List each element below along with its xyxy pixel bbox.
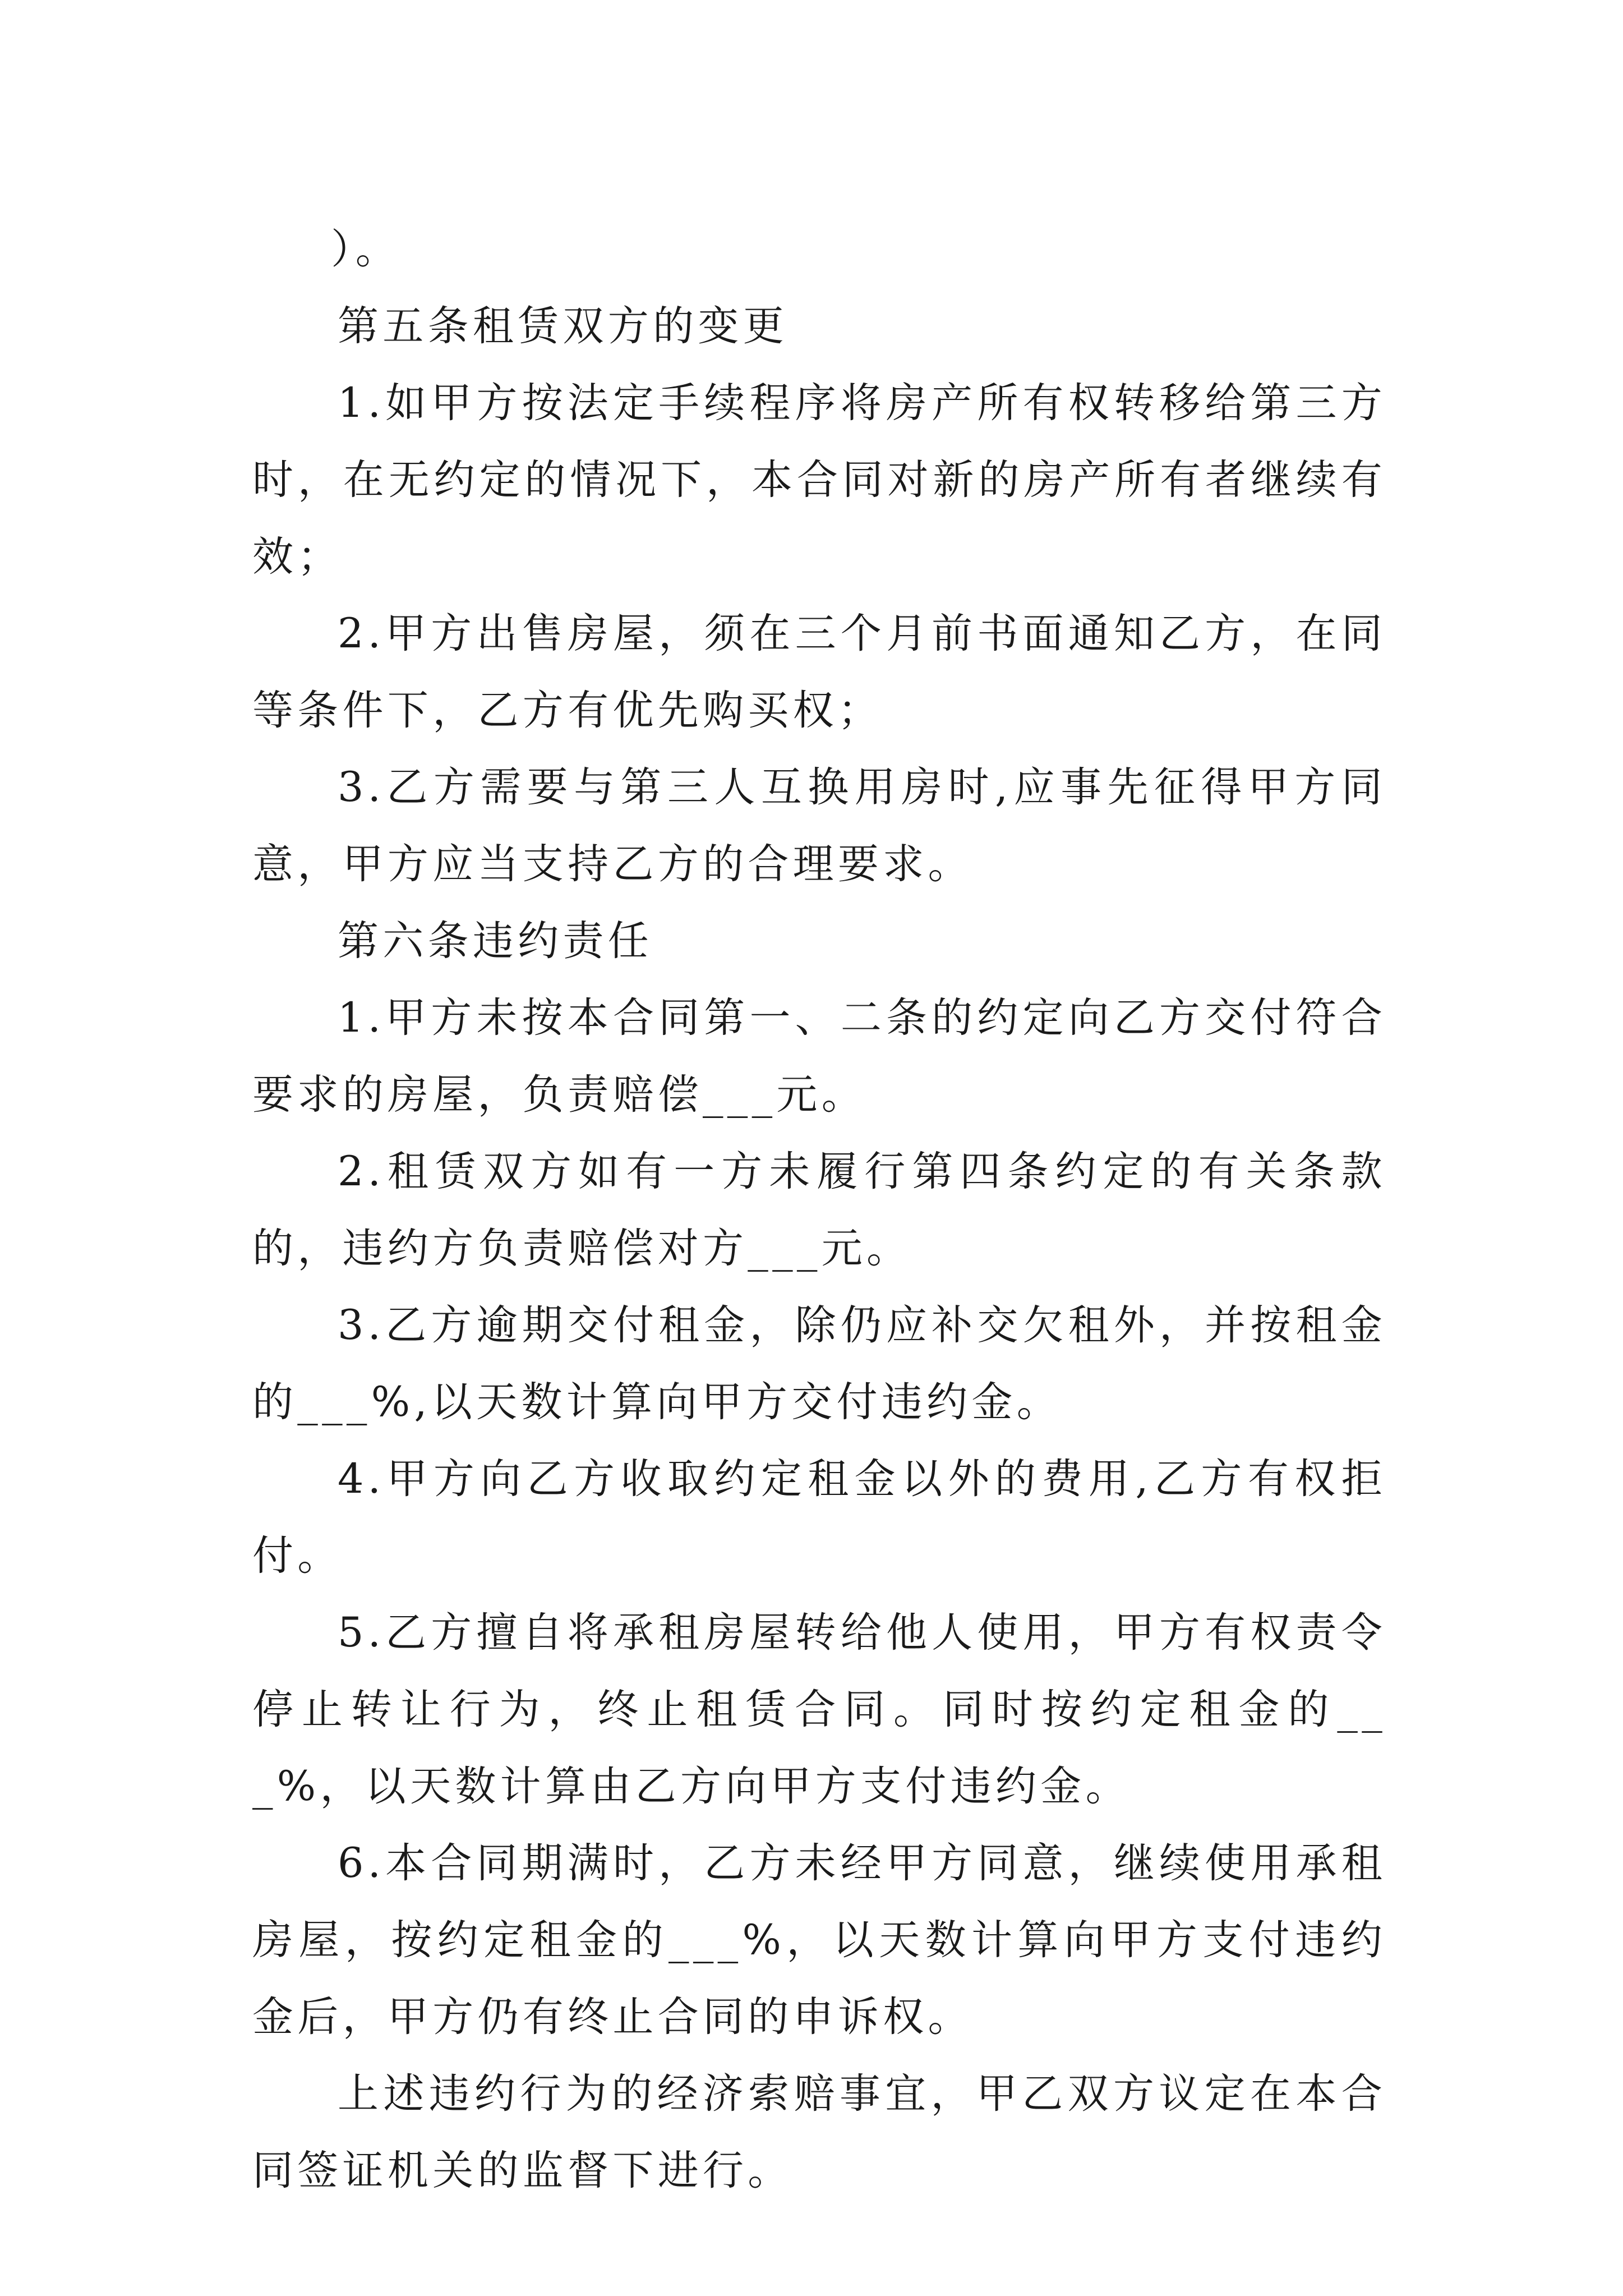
article-5-clause-3: 3.乙方需要与第三人互换用房时,应事先征得甲方同意，甲方应当支持乙方的合理要求。: [252, 763, 1386, 888]
article-6-clause-3: 3.乙方逾期交付租金，除仍应补交欠租外，并按租金的___%,以天数计算向甲方交付违约金。: [252, 1301, 1386, 1426]
article-6-clause-1: 1.甲方未按本合同第一、二条的约定向乙方交付符合要求的房屋，负责赔偿___元。: [252, 994, 1386, 1119]
article-5-heading: 第五条租赁双方的变更: [338, 302, 788, 350]
article-6-summary: 上述违约行为的经济索赔事宜，甲乙双方议定在本合同签证机关的监督下进行。: [252, 2070, 1386, 2194]
article-5-clause-2: 2.甲方出售房屋，须在三个月前书面通知乙方，在同等条件下，乙方有优先购买权；: [252, 610, 1386, 734]
article-6-clause-2: 2.租赁双方如有一方未履行第四条约定的有关条款的，违约方负责赔偿对方___元。: [252, 1148, 1386, 1272]
paragraph-closing-bracket: ）。: [331, 226, 401, 273]
document-body: [252, 211, 1386, 2209]
article-6-clause-4: 4.甲方向乙方收取约定租金以外的费用,乙方有权拒付。: [252, 1455, 1386, 1580]
article-6-heading: 第六条违约责任: [338, 917, 653, 965]
article-5-clause-1: 1.如甲方按法定手续程序将房产所有权转移给第三方时，在无约定的情况下，本合同对新的房产所有者继续有效；: [252, 379, 1386, 581]
article-6-clause-5: 5.乙方擅自将承租房屋转给他人使用，甲方有权责令停止转让行为，终止租赁合同。同时按约定租金的___%，以天数计算由乙方向甲方支付违约金。: [252, 1609, 1386, 1810]
article-6-clause-6: 6.本合同期满时，乙方未经甲方同意，继续使用承租房屋，按约定租金的___%，以天数计算向甲方支付违约金后，甲方仍有终止合同的申诉权。: [252, 1839, 1386, 2041]
